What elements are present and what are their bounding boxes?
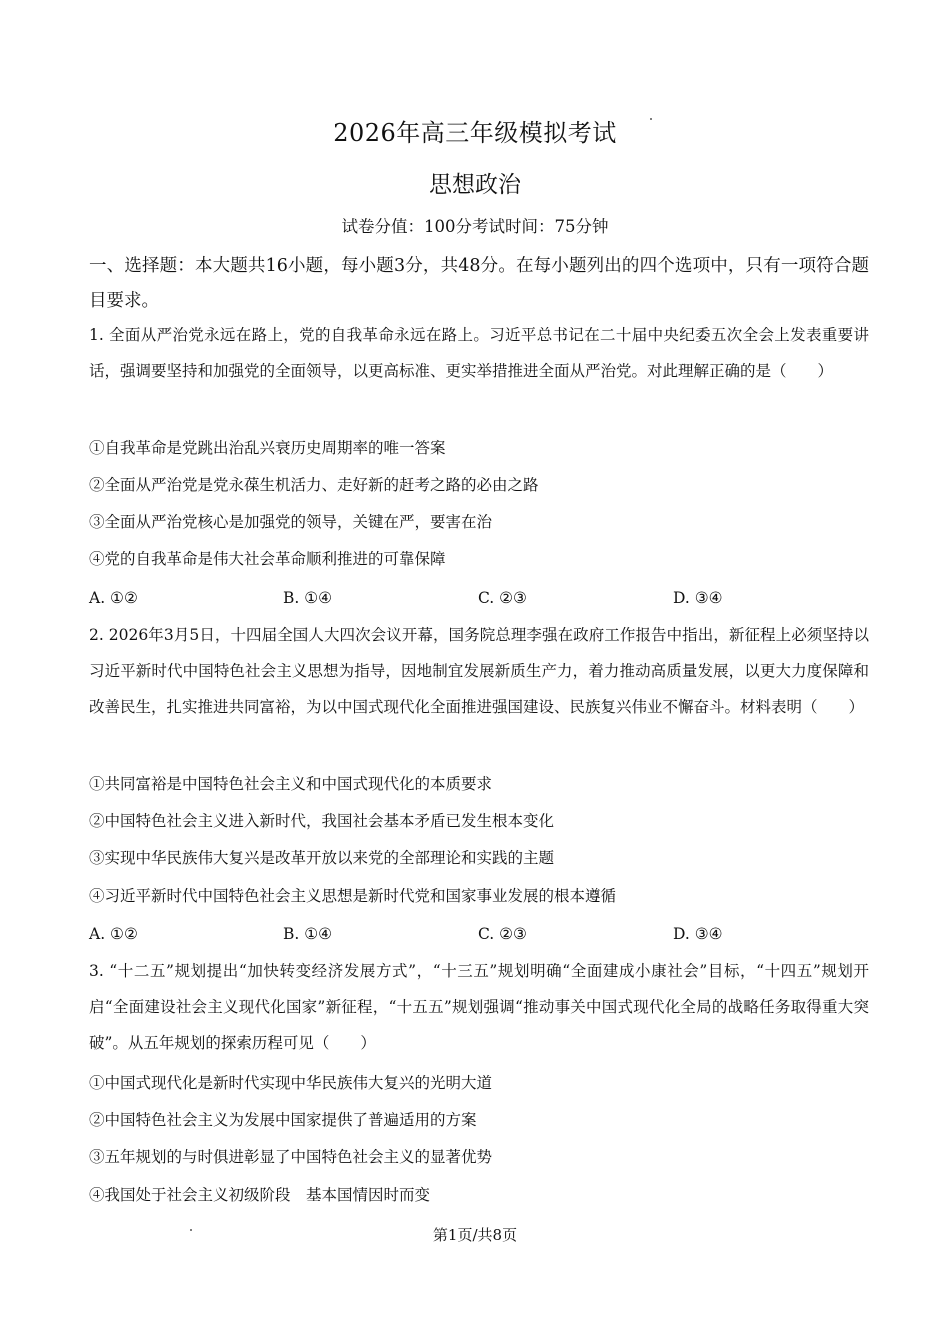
- question-1-choice-c: C. ②③: [478, 589, 527, 607]
- question-2-choice-c: C. ②③: [478, 925, 527, 943]
- question-1-choice-b: B. ①④: [283, 589, 333, 607]
- exam-subject: 思想政治: [429, 172, 521, 198]
- page-number: 第1页/共8页: [432, 1226, 518, 1244]
- question-3-option-2: ②中国特色社会主义为发展中国家提供了普遍适用的方案: [89, 1111, 477, 1129]
- exam-title: 2026年高三年级模拟考试: [333, 119, 617, 147]
- question-2-choice-d: D. ③④: [673, 925, 723, 943]
- question-1-option-1: ①自我革命是党跳出治乱兴衰历史周期率的唯一答案: [89, 439, 446, 457]
- question-3-option-4: ④我国处于社会主义初级阶段 基本国情因时而变: [89, 1186, 431, 1204]
- question-1-option-4: ④党的自我革命是伟大社会革命顺利推进的可靠保障: [89, 550, 446, 568]
- question-2-choices: [89, 922, 869, 946]
- question-2-option-1: ①共同富裕是中国特色社会主义和中国式现代化的本质要求: [89, 775, 493, 793]
- question-2-choice-a: A. ①②: [89, 925, 138, 943]
- question-1-stem: 1. 全面从严治党永远在路上，党的自我革命永远在路上。习近平总书记在二十届中央纪委五次全会上发表重要讲话，强调要坚持和加强党的全面领导，以更高标准、更实举措推进全面从严治党。对此理解正确的是（ ）: [89, 326, 869, 380]
- question-1-choice-a: A. ①②: [89, 589, 138, 607]
- question-1-choices: [89, 586, 869, 610]
- question-3-option-3: ③五年规划的与时俱进彰显了中国特色社会主义的显著优势: [89, 1148, 493, 1166]
- section-intro: 一、选择题：本大题共16小题，每小题3分，共48分。在每小题列出的四个选项中，只有一项符合题目要求。: [89, 256, 869, 311]
- question-2-choice-b: B. ①④: [283, 925, 333, 943]
- question-3-stem: 3. “十二五”规划提出“加快转变经济发展方式”，“十三五”规划明确“全面建成小康社会”目标，“十四五”规划开启“全面建设社会主义现代化国家”新征程，“十五五”规划强调“推动事关中国式现代化全局的战略任务取得重大突破”。从五年规划的探索历程可见（ ）: [89, 962, 869, 1052]
- question-3-option-1: ①中国式现代化是新时代实现中华民族伟大复兴的光明大道: [89, 1074, 493, 1092]
- question-2-option-4: ④习近平新时代中国特色社会主义思想是新时代党和国家事业发展的根本遵循: [89, 887, 617, 905]
- question-1-option-3: ③全面从严治党核心是加强党的领导，关键在严，要害在治: [89, 513, 493, 531]
- question-2-stem: 2. 2026年3月5日，十四届全国人大四次会议开幕，国务院总理李强在政府工作报告中指出，新征程上必须坚持以习近平新时代中国特色社会主义思想为指导，因地制宜发展新质生产力，着力推动高质量发展，以更大力度保障和改善民生，扎实推进共同富裕，为以中国式现代化全面推进强国建设、民族复兴伟业不懈奋斗。材料表明（ ）: [89, 626, 869, 716]
- exam-meta: 试卷分值：100分考试时间：75分钟: [341, 217, 609, 236]
- question-1-choice-d: D. ③④: [673, 589, 723, 607]
- question-2-option-2: ②中国特色社会主义进入新时代，我国社会基本矛盾已发生根本变化: [89, 812, 555, 830]
- question-2-option-3: ③实现中华民族伟大复兴是改革开放以来党的全部理论和实践的主题: [89, 849, 555, 867]
- question-1-option-2: ②全面从严治党是党永葆生机活力、走好新的赶考之路的必由之路: [89, 476, 539, 494]
